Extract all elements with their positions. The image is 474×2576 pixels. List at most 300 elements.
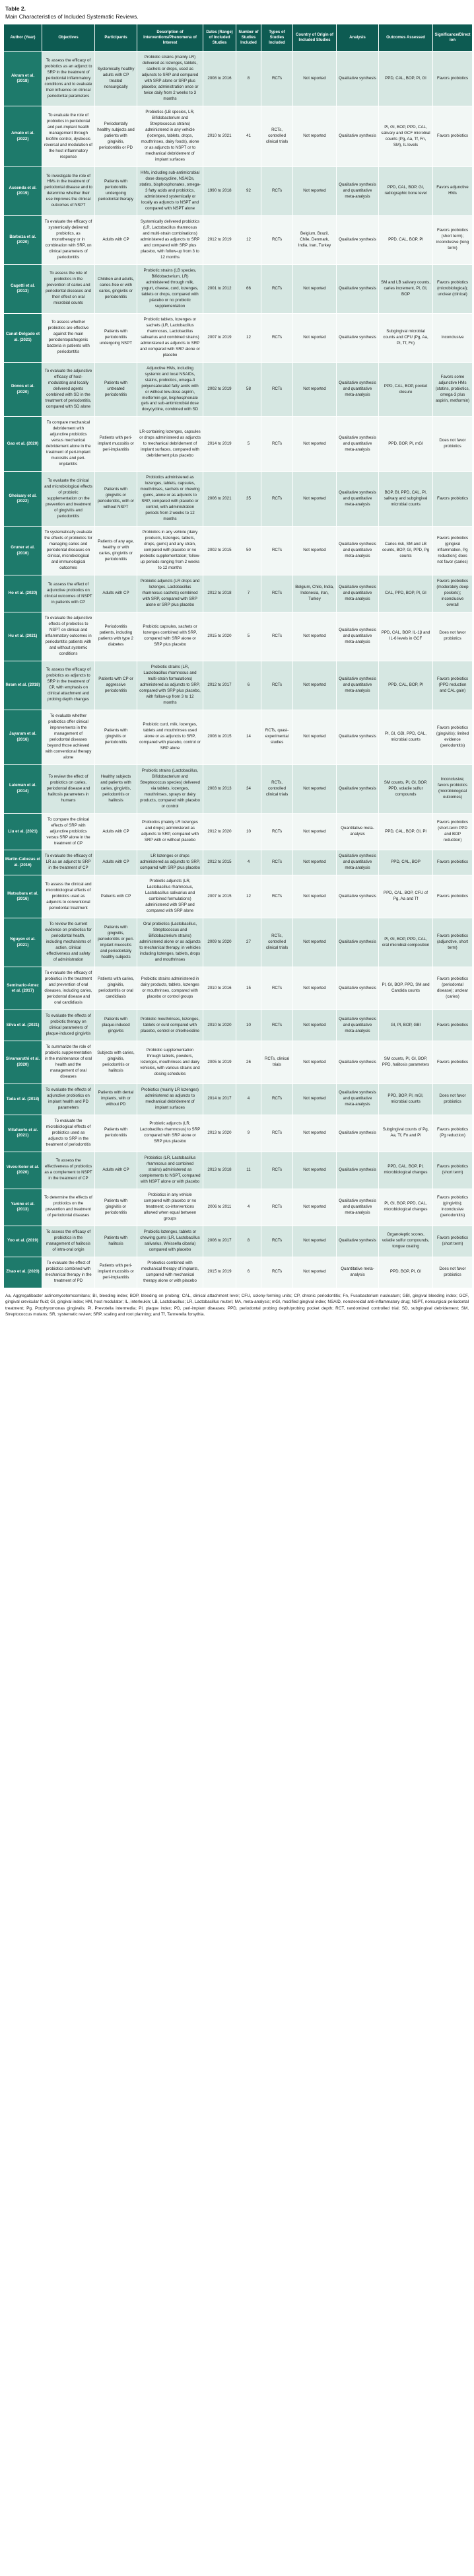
- cell-outcomes-assessed: Organoleptic scores, volatile sulfur compounds, tongue coating: [379, 1226, 433, 1257]
- cell-dates-range: 2006 to 2017: [203, 1226, 236, 1257]
- cell-objectives: To review the effect of probiotics on caries, periodontal disease and halitosis parameters in humans: [42, 764, 95, 813]
- cell-number-of-studies: 6: [236, 1257, 261, 1288]
- cell-intervention-description: Probiotic strains (mainly LR) delivered as lozenges, tablets, sachets or drops, used as adjuncts to SRP and compared with SRP alone or SRP plus placebo; administration once or twice daily from 2 weeks to 3 months: [137, 52, 203, 106]
- cell-analysis: Qualitative synthesis: [337, 875, 379, 918]
- table-row: [4, 813, 473, 850]
- row-author: Villafuerte et al. (2021): [4, 1115, 42, 1152]
- cell-analysis: Qualitative synthesis and quantitative meta-analysis: [337, 661, 379, 710]
- cell-number-of-studies: 58: [236, 362, 261, 417]
- row-author: Yanine et al. (2013): [4, 1189, 42, 1226]
- table-header-row: [4, 24, 473, 52]
- table-row: [4, 264, 473, 313]
- cell-objectives: To evaluate the effects of probiotic therapy on clinical parameters of plaque-induced gingivitis: [42, 1010, 95, 1041]
- cell-study-types: RCTs, controlled clinical trials: [261, 764, 293, 813]
- cell-study-types: RCTs: [261, 167, 293, 216]
- cell-significance-direction: Favors probiotics (adjunctive, short term): [433, 918, 473, 967]
- abbreviations-footnote: Aa, Aggregatibacter actinomycetemcomitans; BI, bleeding index; BOP, bleeding on probing; CAL, clinical attachment level; CFU, colony-forming units; CP, chronic periodontitis; Fn, Fusobacterium nucleatum; GBI, gingival bleeding index; GCF, gingival crevicular fluid; GI, gingival index; HM, host modulator; IL, interleukin; LB, Lactobacillus; LR, Lactobacillus reuteri; MA, meta-analysis; mGI, modified gingival index; NSAID, nonsteroidal anti-inflammatory drug; NSPT, nonsurgical periodontal treatment; Pg, Porphyromonas gingivalis; Pi, Prevotella intermedia; Pl, plaque index; PD, peri-implant diseases; PPD, periodontal probing depth/probing pocket depth; RCT, randomized controlled trial; SD, subgingival debridement; SM, Streptococcus mutans; SR, systematic review; SRP, scaling and root planning; and Tf, Tannerella forsythia.: [5, 1293, 469, 1317]
- row-author: Akram et al. (2018): [4, 52, 42, 106]
- cell-dates-range: 2010 to 2016: [203, 967, 236, 1010]
- cell-country-of-origin: Not reported: [293, 1010, 337, 1041]
- cell-intervention-description: Probiotics (LR, Lactobacillus rhamnosus and combined strains) administered as complements to NSPT, compared with NSPT alone or with placebo: [137, 1152, 203, 1189]
- table-row: [4, 1010, 473, 1041]
- cell-objectives: To evaluate the adjunctive effects of probiotics to NSPT on clinical and inflammatory outcomes in periodontitis patients with and without systemic conditions: [42, 612, 95, 661]
- cell-dates-range: 2012 to 2020: [203, 813, 236, 850]
- cell-outcomes-assessed: SM and LB salivary counts, caries increment, Pl, GI, BOP: [379, 264, 433, 313]
- row-author: Zhao et al. (2020): [4, 1257, 42, 1288]
- cell-study-types: RCTs: [261, 661, 293, 710]
- cell-objectives: To evaluate the efficacy of systemically delivered probiotics, as monotherapy or in combination with SRP, on clinical parameters of periodontitis: [42, 215, 95, 264]
- cell-intervention-description: Probiotic lozenges, tablets or chewing gums (LR, Lactobacillus salivarius, Weissella cibaria) compared with placebo: [137, 1226, 203, 1257]
- cell-study-types: RCTs: [261, 813, 293, 850]
- cell-outcomes-assessed: PPD, CAL, BOP, Pl: [379, 661, 433, 710]
- cell-analysis: Qualitative synthesis: [337, 52, 379, 106]
- cell-outcomes-assessed: PPD, CAL, BOP, Pl, microbiological changes: [379, 1152, 433, 1189]
- table-row: [4, 313, 473, 362]
- table-row: [4, 1041, 473, 1084]
- cell-intervention-description: HMs, including sub-antimicrobial dose doxycycline, NSAIDs, statins, bisphosphonates, omega-3 fatty acids and probiotics, administered systemically or locally as adjuncts to NSPT and compared with NSPT alone: [137, 167, 203, 216]
- cell-participants: Systemically healthy adults with CP treated nonsurgically: [95, 52, 137, 106]
- cell-outcomes-assessed: SM counts, Pl, GI, BOP, PPD, volatile sulfur compounds: [379, 764, 433, 813]
- column-header-outcomes-assessed: Outcomes Assessed: [379, 24, 433, 52]
- cell-study-types: RCTs: [261, 313, 293, 362]
- row-author: Gheisary et al. (2022): [4, 472, 42, 527]
- cell-dates-range: 2013 to 2020: [203, 1115, 236, 1152]
- column-header-country-of-origin: Country of Origin of Included Studies: [293, 24, 337, 52]
- cell-intervention-description: Probiotic strains (LR, Lactobacillus rhamnosus and multi-strain formulations) administered as adjuncts to SRP, compared with SRP plus placebo, with follow-up from 3 to 12 months: [137, 661, 203, 710]
- cell-significance-direction: Favors probiotics (short term): [433, 1152, 473, 1189]
- cell-country-of-origin: Not reported: [293, 1084, 337, 1115]
- cell-participants: Adults with CP: [95, 850, 137, 875]
- row-author: Tada et al. (2018): [4, 1084, 42, 1115]
- cell-dates-range: 2003 to 2013: [203, 764, 236, 813]
- cell-number-of-studies: 8: [236, 52, 261, 106]
- cell-outcomes-assessed: Pl, GI, BOP, PPD, CAL, salivary and GCF microbial counts (Pg, Aa, Tf, Fn, SM), IL levels: [379, 106, 433, 167]
- cell-country-of-origin: Not reported: [293, 313, 337, 362]
- cell-analysis: Qualitative synthesis: [337, 313, 379, 362]
- row-author: Matsubara et al. (2016): [4, 875, 42, 918]
- cell-participants: Patients with periodontitis undergoing periodontal therapy: [95, 167, 137, 216]
- table-row: [4, 106, 473, 167]
- cell-objectives: To evaluate the microbiological effects of probiotics used as adjuncts to SRP in the treatment of periodontitis: [42, 1115, 95, 1152]
- cell-objectives: To assess the effect of adjunctive probiotics on clinical outcomes of NSPT in patients with CP: [42, 575, 95, 612]
- cell-analysis: Qualitative synthesis: [337, 710, 379, 764]
- cell-outcomes-assessed: Subgingival counts of Pg, Aa, Tf, Fn and Pi: [379, 1115, 433, 1152]
- cell-dates-range: 2013 to 2018: [203, 1152, 236, 1189]
- cell-number-of-studies: 26: [236, 1041, 261, 1084]
- cell-participants: Patients with gingivitis or periodontitis, with or without NSPT: [95, 472, 137, 527]
- cell-significance-direction: Favors probiotics (moderately deep pockets); inconclusive overall: [433, 575, 473, 612]
- cell-study-types: RCTs, controlled clinical trials: [261, 918, 293, 967]
- row-author: Canut-Delgado et al. (2021): [4, 313, 42, 362]
- cell-analysis: Qualitative synthesis and quantitative meta-analysis: [337, 417, 379, 472]
- cell-study-types: RCTs: [261, 1152, 293, 1189]
- row-author: Cagetti et al. (2013): [4, 264, 42, 313]
- cell-intervention-description: Probiotic mouthrinses, lozenges, tablets or curd compared with placebo, control or chlorhexidine: [137, 1010, 203, 1041]
- cell-outcomes-assessed: Pl, GI, GBI, PPD, CAL, microbial counts: [379, 710, 433, 764]
- cell-country-of-origin: Not reported: [293, 167, 337, 216]
- cell-number-of-studies: 10: [236, 1010, 261, 1041]
- cell-analysis: Qualitative synthesis: [337, 764, 379, 813]
- cell-country-of-origin: Not reported: [293, 1041, 337, 1084]
- cell-study-types: RCTs: [261, 472, 293, 527]
- cell-number-of-studies: 4: [236, 850, 261, 875]
- cell-country-of-origin: Belgium, Chile, India, Indonesia, Iran, Turkey: [293, 575, 337, 612]
- table-row: [4, 710, 473, 764]
- cell-significance-direction: Inconclusive: [433, 313, 473, 362]
- row-author: Gruner et al. (2016): [4, 527, 42, 575]
- cell-study-types: RCTs: [261, 875, 293, 918]
- cell-dates-range: 2005 to 2019: [203, 1041, 236, 1084]
- cell-outcomes-assessed: BOP, BI, PPD, CAL, Pl, salivary and subgingival microbial counts: [379, 472, 433, 527]
- cell-country-of-origin: Not reported: [293, 472, 337, 527]
- cell-dates-range: 2010 to 2020: [203, 1010, 236, 1041]
- cell-intervention-description: Probiotics (mainly LR lozenges and drops) administered as adjuncts to SRP, compared with SRP with or without placebo: [137, 813, 203, 850]
- cell-country-of-origin: Not reported: [293, 1115, 337, 1152]
- cell-outcomes-assessed: Pl, GI, BOP, PPD, CAL, oral microbial composition: [379, 918, 433, 967]
- row-author: Sivamaruthi et al. (2020): [4, 1041, 42, 1084]
- cell-country-of-origin: Not reported: [293, 362, 337, 417]
- column-header-participants: Participants: [95, 24, 137, 52]
- cell-objectives: To evaluate the efficacy of LR as an adjunct to SRP in the treatment of CP: [42, 850, 95, 875]
- cell-participants: Patients with untreated periodontitis: [95, 362, 137, 417]
- cell-number-of-studies: 92: [236, 167, 261, 216]
- cell-country-of-origin: Not reported: [293, 1257, 337, 1288]
- cell-country-of-origin: Not reported: [293, 850, 337, 875]
- cell-significance-direction: Favors probiotics (Pg reduction): [433, 1115, 473, 1152]
- cell-participants: Patients of any age, healthy or with caries, gingivitis or periodontitis: [95, 527, 137, 575]
- cell-intervention-description: LR lozenges or drops administered as adjuncts to SRP, compared with SRP plus placebo: [137, 850, 203, 875]
- table-row: [4, 661, 473, 710]
- cell-participants: Adults with CP: [95, 813, 137, 850]
- table-row: [4, 472, 473, 527]
- cell-significance-direction: Favors probiotics: [433, 1041, 473, 1084]
- cell-participants: Patients with caries, gingivitis, periodontitis or oral candidiasis: [95, 967, 137, 1010]
- cell-dates-range: 2014 to 2019: [203, 417, 236, 472]
- cell-objectives: To assess the efficacy of probiotics as an adjunct to SRP in the treatment of periodontal inflammatory conditions and to evaluate their influence on clinical periodontal parameters: [42, 52, 95, 106]
- cell-outcomes-assessed: PPD, BOP, Pl, GI: [379, 1257, 433, 1288]
- table-row: [4, 167, 473, 216]
- cell-significance-direction: Favors probiotics (short term); inconclusive (long term): [433, 215, 473, 264]
- cell-study-types: RCTs: [261, 417, 293, 472]
- cell-intervention-description: Systemically delivered probiotics (LR, Lactobacillus rhamnosus and multi-strain combinations) administered as adjuncts to SRP and compared with SRP plus placebo, with follow-up from 3 to 12 months: [137, 215, 203, 264]
- cell-number-of-studies: 15: [236, 967, 261, 1010]
- cell-significance-direction: Inconclusive; favors probiotics (microbiological outcomes): [433, 764, 473, 813]
- cell-analysis: Quantitative meta-analysis: [337, 813, 379, 850]
- row-author: Vives-Soler et al. (2020): [4, 1152, 42, 1189]
- cell-objectives: To evaluate the role of probiotics in periodontal and peri-implant health management through biofilm control, dysbiosis reversal and modulation of the host inflammatory response: [42, 106, 95, 167]
- cell-outcomes-assessed: PPD, CAL, BOP, GI, Pl: [379, 813, 433, 850]
- cell-dates-range: 2002 to 2015: [203, 527, 236, 575]
- cell-study-types: RCTs: [261, 264, 293, 313]
- cell-country-of-origin: Not reported: [293, 967, 337, 1010]
- cell-outcomes-assessed: Caries risk, SM and LB counts, BOP, GI, PPD, Pg counts: [379, 527, 433, 575]
- cell-intervention-description: Probiotic tablets, lozenges or sachets (LR, Lactobacillus rhamnosus, Lactobacillus salivarius and combined strains) administered as adjuncts to SRP and compared with SRP alone or placebo: [137, 313, 203, 362]
- cell-number-of-studies: 9: [236, 1115, 261, 1152]
- cell-study-types: RCTs: [261, 1257, 293, 1288]
- cell-outcomes-assessed: PPD, CAL, BOP, IL-1β and IL-6 levels in GCF: [379, 612, 433, 661]
- cell-analysis: Qualitative synthesis: [337, 1226, 379, 1257]
- cell-participants: Patients with periodontitis undergoing NSPT: [95, 313, 137, 362]
- cell-analysis: Qualitative synthesis and quantitative meta-analysis: [337, 362, 379, 417]
- cell-objectives: To assess the role of probiotics in the prevention of caries and periodontal diseases and their effect on oral microbial counts: [42, 264, 95, 313]
- table-row: [4, 967, 473, 1010]
- cell-number-of-studies: 6: [236, 661, 261, 710]
- cell-participants: Patients with peri-implant mucositis or peri-implantitis: [95, 417, 137, 472]
- row-author: Gao et al. (2020): [4, 417, 42, 472]
- row-author: Ho et al. (2020): [4, 575, 42, 612]
- cell-study-types: RCTs: [261, 527, 293, 575]
- row-author: Martin-Cabezas et al. (2016): [4, 850, 42, 875]
- cell-outcomes-assessed: PPD, CAL, BOP, CFU of Pg, Aa and Tf: [379, 875, 433, 918]
- cell-significance-direction: Does not favor probiotics: [433, 1084, 473, 1115]
- cell-outcomes-assessed: Pl, GI, BOP, PPD, CAL, microbiological changes: [379, 1189, 433, 1226]
- cell-significance-direction: Favors probiotics: [433, 1010, 473, 1041]
- cell-significance-direction: Favors probiotics (gingivitis); limited evidence (periodontitis): [433, 710, 473, 764]
- column-header-dates-range: Dates (Range) of Included Studies: [203, 24, 236, 52]
- row-author: Laleman et al. (2014): [4, 764, 42, 813]
- cell-participants: Healthy subjects and patients with caries, gingivitis, periodontitis or halitosis: [95, 764, 137, 813]
- row-author: Silva et al. (2021): [4, 1010, 42, 1041]
- table-row: [4, 764, 473, 813]
- cell-intervention-description: LR-containing lozenges, capsules or drops administered as adjuncts to mechanical debridement of implant surfaces, compared with debridement plus placebo: [137, 417, 203, 472]
- cell-participants: Children and adults, caries-free or with caries, gingivitis or periodontitis: [95, 264, 137, 313]
- table-row: [4, 850, 473, 875]
- table-row: [4, 875, 473, 918]
- cell-study-types: RCTs, clinical trials: [261, 1041, 293, 1084]
- cell-country-of-origin: Not reported: [293, 1152, 337, 1189]
- cell-significance-direction: Favors probiotics (short-term PPD and BOP reduction): [433, 813, 473, 850]
- cell-objectives: To evaluate the effect of probiotics combined with mechanical therapy in the treatment of PD: [42, 1257, 95, 1288]
- cell-significance-direction: Favors probiotics: [433, 472, 473, 527]
- cell-dates-range: 2006 to 2011: [203, 1189, 236, 1226]
- cell-intervention-description: Probiotic curd, milk, lozenges, tablets and mouthrinses used alone or as adjuncts to SRP, compared with placebo, control or SRP alone: [137, 710, 203, 764]
- row-author: Liu et al. (2021): [4, 813, 42, 850]
- cell-objectives: To determine the effects of probiotics on the prevention and treatment of periodontal diseases: [42, 1189, 95, 1226]
- cell-objectives: To evaluate whether probiotics offer clinical improvements in the management of periodontal diseases beyond those achieved with conventional therapy alone: [42, 710, 95, 764]
- cell-dates-range: 2002 to 2019: [203, 362, 236, 417]
- row-author: Ausenda et al. (2019): [4, 167, 42, 216]
- cell-country-of-origin: Not reported: [293, 1226, 337, 1257]
- cell-country-of-origin: Not reported: [293, 813, 337, 850]
- cell-number-of-studies: 11: [236, 1152, 261, 1189]
- cell-intervention-description: Probiotics (mainly LR lozenges) administered as adjuncts to mechanical debridement of implant surfaces: [137, 1084, 203, 1115]
- cell-dates-range: 2012 to 2017: [203, 661, 236, 710]
- table-row: [4, 1189, 473, 1226]
- cell-country-of-origin: Not reported: [293, 612, 337, 661]
- cell-objectives: To compare the clinical effects of SRP with adjunctive probiotics versus SRP alone in the treatment of CP: [42, 813, 95, 850]
- cell-number-of-studies: 34: [236, 764, 261, 813]
- table-row: [4, 575, 473, 612]
- cell-analysis: Qualitative synthesis and quantitative meta-analysis: [337, 472, 379, 527]
- cell-country-of-origin: Not reported: [293, 1189, 337, 1226]
- cell-participants: Patients with dental implants, with or without PD: [95, 1084, 137, 1115]
- cell-objectives: To assess whether probiotics are effective against the main periodontopathogenic bacteria in patients with periodontitis: [42, 313, 95, 362]
- cell-significance-direction: Favors probiotics: [433, 52, 473, 106]
- table-row: [4, 1084, 473, 1115]
- cell-objectives: To review the current evidence on probiotics for periodontal health, including mechanisms of action, clinical effectiveness and safety of administration: [42, 918, 95, 967]
- cell-study-types: RCTs, quasi-experimental studies: [261, 710, 293, 764]
- cell-analysis: Qualitative synthesis and quantitative meta-analysis: [337, 575, 379, 612]
- cell-participants: Patients with gingivitis or periodontitis: [95, 1189, 137, 1226]
- table-caption: [5, 5, 469, 20]
- cell-dates-range: 2007 to 2019: [203, 313, 236, 362]
- cell-analysis: Qualitative synthesis: [337, 106, 379, 167]
- column-header-analysis: Analysis: [337, 24, 379, 52]
- row-author: Seminario-Amez et al. (2017): [4, 967, 42, 1010]
- cell-participants: Patients with CP: [95, 875, 137, 918]
- cell-dates-range: 2010 to 2021: [203, 106, 236, 167]
- cell-intervention-description: Probiotics combined with mechanical therapy of implants, compared with mechanical therapy alone or with placebo: [137, 1257, 203, 1288]
- cell-study-types: RCTs: [261, 52, 293, 106]
- table-caption-title: Main Characteristics of Included Systematic Reviews.: [5, 13, 139, 20]
- column-header-number-of-studies: Number of Studies Included: [236, 24, 261, 52]
- row-author: Jayaram et al. (2016): [4, 710, 42, 764]
- cell-participants: Patients with plaque-induced gingivitis: [95, 1010, 137, 1041]
- column-header-interventions: Description of Interventions/Phenomena of Interest: [137, 24, 203, 52]
- cell-outcomes-assessed: PPD, CAL, BOP, Pl: [379, 215, 433, 264]
- cell-dates-range: 2008 to 2015: [203, 710, 236, 764]
- cell-number-of-studies: 35: [236, 472, 261, 527]
- cell-dates-range: 2007 to 2015: [203, 875, 236, 918]
- cell-number-of-studies: 14: [236, 710, 261, 764]
- cell-participants: Subjects with caries, gingivitis, periodontitis or halitosis: [95, 1041, 137, 1084]
- cell-analysis: Qualitative synthesis and quantitative meta-analysis: [337, 612, 379, 661]
- cell-objectives: To evaluate the efficacy of probiotics in the treatment and prevention of oral diseases, including caries, periodontal disease and oral candidiasis: [42, 967, 95, 1010]
- cell-number-of-studies: 12: [236, 313, 261, 362]
- cell-intervention-description: Probiotics in any vehicle (dairy products, lozenges, tablets, drops, gums) and any strain, compared with placebo or no probiotic supplementation; follow-up periods ranging from 2 weeks to 12 months: [137, 527, 203, 575]
- cell-objectives: To assess the clinical and microbiological effects of probiotics used as adjuncts to conventional periodontal treatment: [42, 875, 95, 918]
- cell-dates-range: 2001 to 2012: [203, 264, 236, 313]
- cell-objectives: To assess the efficacy of probiotics as adjuncts to SRP in the treatment of CP, with emphasis on clinical attachment and probing depth changes: [42, 661, 95, 710]
- cell-outcomes-assessed: PPD, CAL, BOP: [379, 850, 433, 875]
- cell-participants: Patients with gingivitis or periodontitis: [95, 710, 137, 764]
- cell-dates-range: 2012 to 2019: [203, 215, 236, 264]
- cell-significance-direction: Favors probiotics: [433, 106, 473, 167]
- column-header-author-year: Author (Year): [4, 24, 42, 52]
- cell-analysis: Qualitative synthesis: [337, 1115, 379, 1152]
- table-row: [4, 918, 473, 967]
- cell-dates-range: 2012 to 2018: [203, 575, 236, 612]
- cell-analysis: Qualitative synthesis: [337, 1152, 379, 1189]
- table-caption-label: Table 2.: [5, 5, 26, 12]
- cell-participants: Patients with periodontitis: [95, 1115, 137, 1152]
- table-row: [4, 612, 473, 661]
- cell-country-of-origin: Not reported: [293, 264, 337, 313]
- cell-outcomes-assessed: CAL, PPD, BOP, Pl, GI: [379, 575, 433, 612]
- cell-outcomes-assessed: Subgingival microbial counts and CFU (Pg, Aa, Pi, Tf, Fn): [379, 313, 433, 362]
- cell-dates-range: 2009 to 2020: [203, 918, 236, 967]
- cell-participants: Patients with halitosis: [95, 1226, 137, 1257]
- cell-analysis: Qualitative synthesis: [337, 215, 379, 264]
- cell-intervention-description: Probiotic adjuncts (LR drops and lozenges, Lactobacillus rhamnosus sachets) combined with SRP, compared with SRP alone or SRP plus placebo: [137, 575, 203, 612]
- cell-significance-direction: Favors probiotics (short term): [433, 1226, 473, 1257]
- cell-country-of-origin: Not reported: [293, 764, 337, 813]
- table-row: [4, 1152, 473, 1189]
- cell-outcomes-assessed: PPD, CAL, BOP, Pl, GI: [379, 52, 433, 106]
- cell-number-of-studies: 50: [236, 527, 261, 575]
- cell-number-of-studies: 12: [236, 215, 261, 264]
- cell-intervention-description: Probiotics (LB species, LR, Bifidobacterium and Streptococcus strains) administered in any vehicle (lozenges, tablets, drops, mouthrinses, dairy foods), alone or as adjuncts to NSPT or to mechanical debridement of implant surfaces: [137, 106, 203, 167]
- cell-participants: Adults with CP: [95, 575, 137, 612]
- cell-number-of-studies: 27: [236, 918, 261, 967]
- cell-outcomes-assessed: GI, Pl, BOP, GBI: [379, 1010, 433, 1041]
- cell-intervention-description: Probiotic capsules, sachets or lozenges combined with SRP, compared with SRP alone or SRP plus placebo: [137, 612, 203, 661]
- cell-number-of-studies: 41: [236, 106, 261, 167]
- cell-intervention-description: Probiotics in any vehicle compared with placebo or no treatment; co-interventions allowed when equal between groups: [137, 1189, 203, 1226]
- cell-significance-direction: Favors adjunctive HMs: [433, 167, 473, 216]
- cell-country-of-origin: Not reported: [293, 710, 337, 764]
- cell-number-of-studies: 4: [236, 1189, 261, 1226]
- cell-objectives: To assess the effectiveness of probiotics as a complement to NSPT in the treatment of CP: [42, 1152, 95, 1189]
- cell-outcomes-assessed: PPD, CAL, BOP, GI, radiographic bone level: [379, 167, 433, 216]
- cell-objectives: To evaluate the effects of adjunctive probiotics on implant health and PD parameters: [42, 1084, 95, 1115]
- table-row: [4, 1226, 473, 1257]
- cell-number-of-studies: 8: [236, 1226, 261, 1257]
- cell-significance-direction: Favors probiotics: [433, 875, 473, 918]
- cell-significance-direction: Favors probiotics: [433, 850, 473, 875]
- table-row: [4, 362, 473, 417]
- cell-analysis: Qualitative synthesis: [337, 1041, 379, 1084]
- cell-intervention-description: Probiotics administered as lozenges, tablets, capsules, mouthrinses, sachets or chewing gums, alone or as adjuncts to SRP, compared with placebo or control, with administration periods from 2 weeks to 12 months: [137, 472, 203, 527]
- row-author: Ikram et al. (2018): [4, 661, 42, 710]
- cell-objectives: To systematically evaluate the effects of probiotics for managing caries and periodontal diseases on clinical, microbiological and immunological outcomes: [42, 527, 95, 575]
- cell-country-of-origin: Not reported: [293, 527, 337, 575]
- cell-significance-direction: Does not favor probiotics: [433, 1257, 473, 1288]
- systematic-reviews-table: [3, 24, 473, 1288]
- cell-objectives: To assess the efficacy of probiotics in the management of halitosis of intra-oral origin: [42, 1226, 95, 1257]
- cell-country-of-origin: Not reported: [293, 661, 337, 710]
- cell-number-of-studies: 5: [236, 612, 261, 661]
- cell-significance-direction: Favors probiotics (microbiological); unclear (clinical): [433, 264, 473, 313]
- cell-outcomes-assessed: PPD, BOP, Pl, mGI: [379, 417, 433, 472]
- cell-study-types: RCTs: [261, 967, 293, 1010]
- cell-outcomes-assessed: Pl, GI, BOP, PPD, SM and Candida counts: [379, 967, 433, 1010]
- cell-analysis: Qualitative synthesis and quantitative meta-analysis: [337, 1189, 379, 1226]
- table-row: [4, 1257, 473, 1288]
- cell-study-types: RCTs: [261, 1084, 293, 1115]
- table-row: [4, 52, 473, 106]
- cell-dates-range: 2006 to 2021: [203, 472, 236, 527]
- cell-number-of-studies: 10: [236, 813, 261, 850]
- cell-intervention-description: Probiotic supplementation through tablets, powders, lozenges, mouthrinses and dairy vehicles, with various strains and dosing schedules: [137, 1041, 203, 1084]
- cell-dates-range: 2015 to 2019: [203, 1257, 236, 1288]
- cell-country-of-origin: Not reported: [293, 918, 337, 967]
- cell-intervention-description: Probiotic strains administered in dairy products, tablets, lozenges or mouthrinses, compared with placebo or control groups: [137, 967, 203, 1010]
- row-author: Barboza et al. (2020): [4, 215, 42, 264]
- cell-participants: Patients with CP or aggressive periodontitis: [95, 661, 137, 710]
- column-header-study-types: Types of Studies Included: [261, 24, 293, 52]
- cell-outcomes-assessed: PPD, CAL, BOP, pocket closure: [379, 362, 433, 417]
- cell-significance-direction: Favors probiotics (gingival inflammation, Pg reduction); does not favor (caries): [433, 527, 473, 575]
- cell-number-of-studies: 5: [236, 417, 261, 472]
- cell-country-of-origin: Not reported: [293, 52, 337, 106]
- cell-intervention-description: Adjunctive HMs, including systemic and local NSAIDs, statins, probiotics, omega-3 polyunsaturated fatty acids with or without low-dose aspirin, metformin gel, bisphosphonate gels and sub-antimicrobial dose doxycycline, combined with SD: [137, 362, 203, 417]
- cell-dates-range: 2014 to 2017: [203, 1084, 236, 1115]
- cell-significance-direction: Does not favor probiotics: [433, 417, 473, 472]
- cell-significance-direction: Favors probiotics (gingivitis); inconclusive (periodontitis): [433, 1189, 473, 1226]
- cell-dates-range: 2008 to 2016: [203, 52, 236, 106]
- cell-intervention-description: Oral probiotics (Lactobacillus, Streptococcus and Bifidobacterium strains) administered alone or as adjuncts to mechanical therapy, in vehicles including lozenges, tablets, drops and mouthrinses: [137, 918, 203, 967]
- cell-analysis: Qualitative synthesis and quantitative meta-analysis: [337, 850, 379, 875]
- row-author: Yoo et al. (2019): [4, 1226, 42, 1257]
- cell-study-types: RCTs: [261, 612, 293, 661]
- cell-significance-direction: Favors probiotics (PPD reduction and CAL gain): [433, 661, 473, 710]
- cell-participants: Adults with CP: [95, 1152, 137, 1189]
- cell-intervention-description: Probiotic adjuncts (LR, Lactobacillus rhamnosus) to SRP compared with SRP alone or SRP plus placebo: [137, 1115, 203, 1152]
- cell-analysis: Qualitative synthesis and quantitative meta-analysis: [337, 167, 379, 216]
- cell-country-of-origin: Belgium, Brazil, Chile, Denmark, India, Iran, Turkey: [293, 215, 337, 264]
- cell-objectives: To summarize the role of probiotic supplementation in the maintenance of oral health and the management of oral diseases: [42, 1041, 95, 1084]
